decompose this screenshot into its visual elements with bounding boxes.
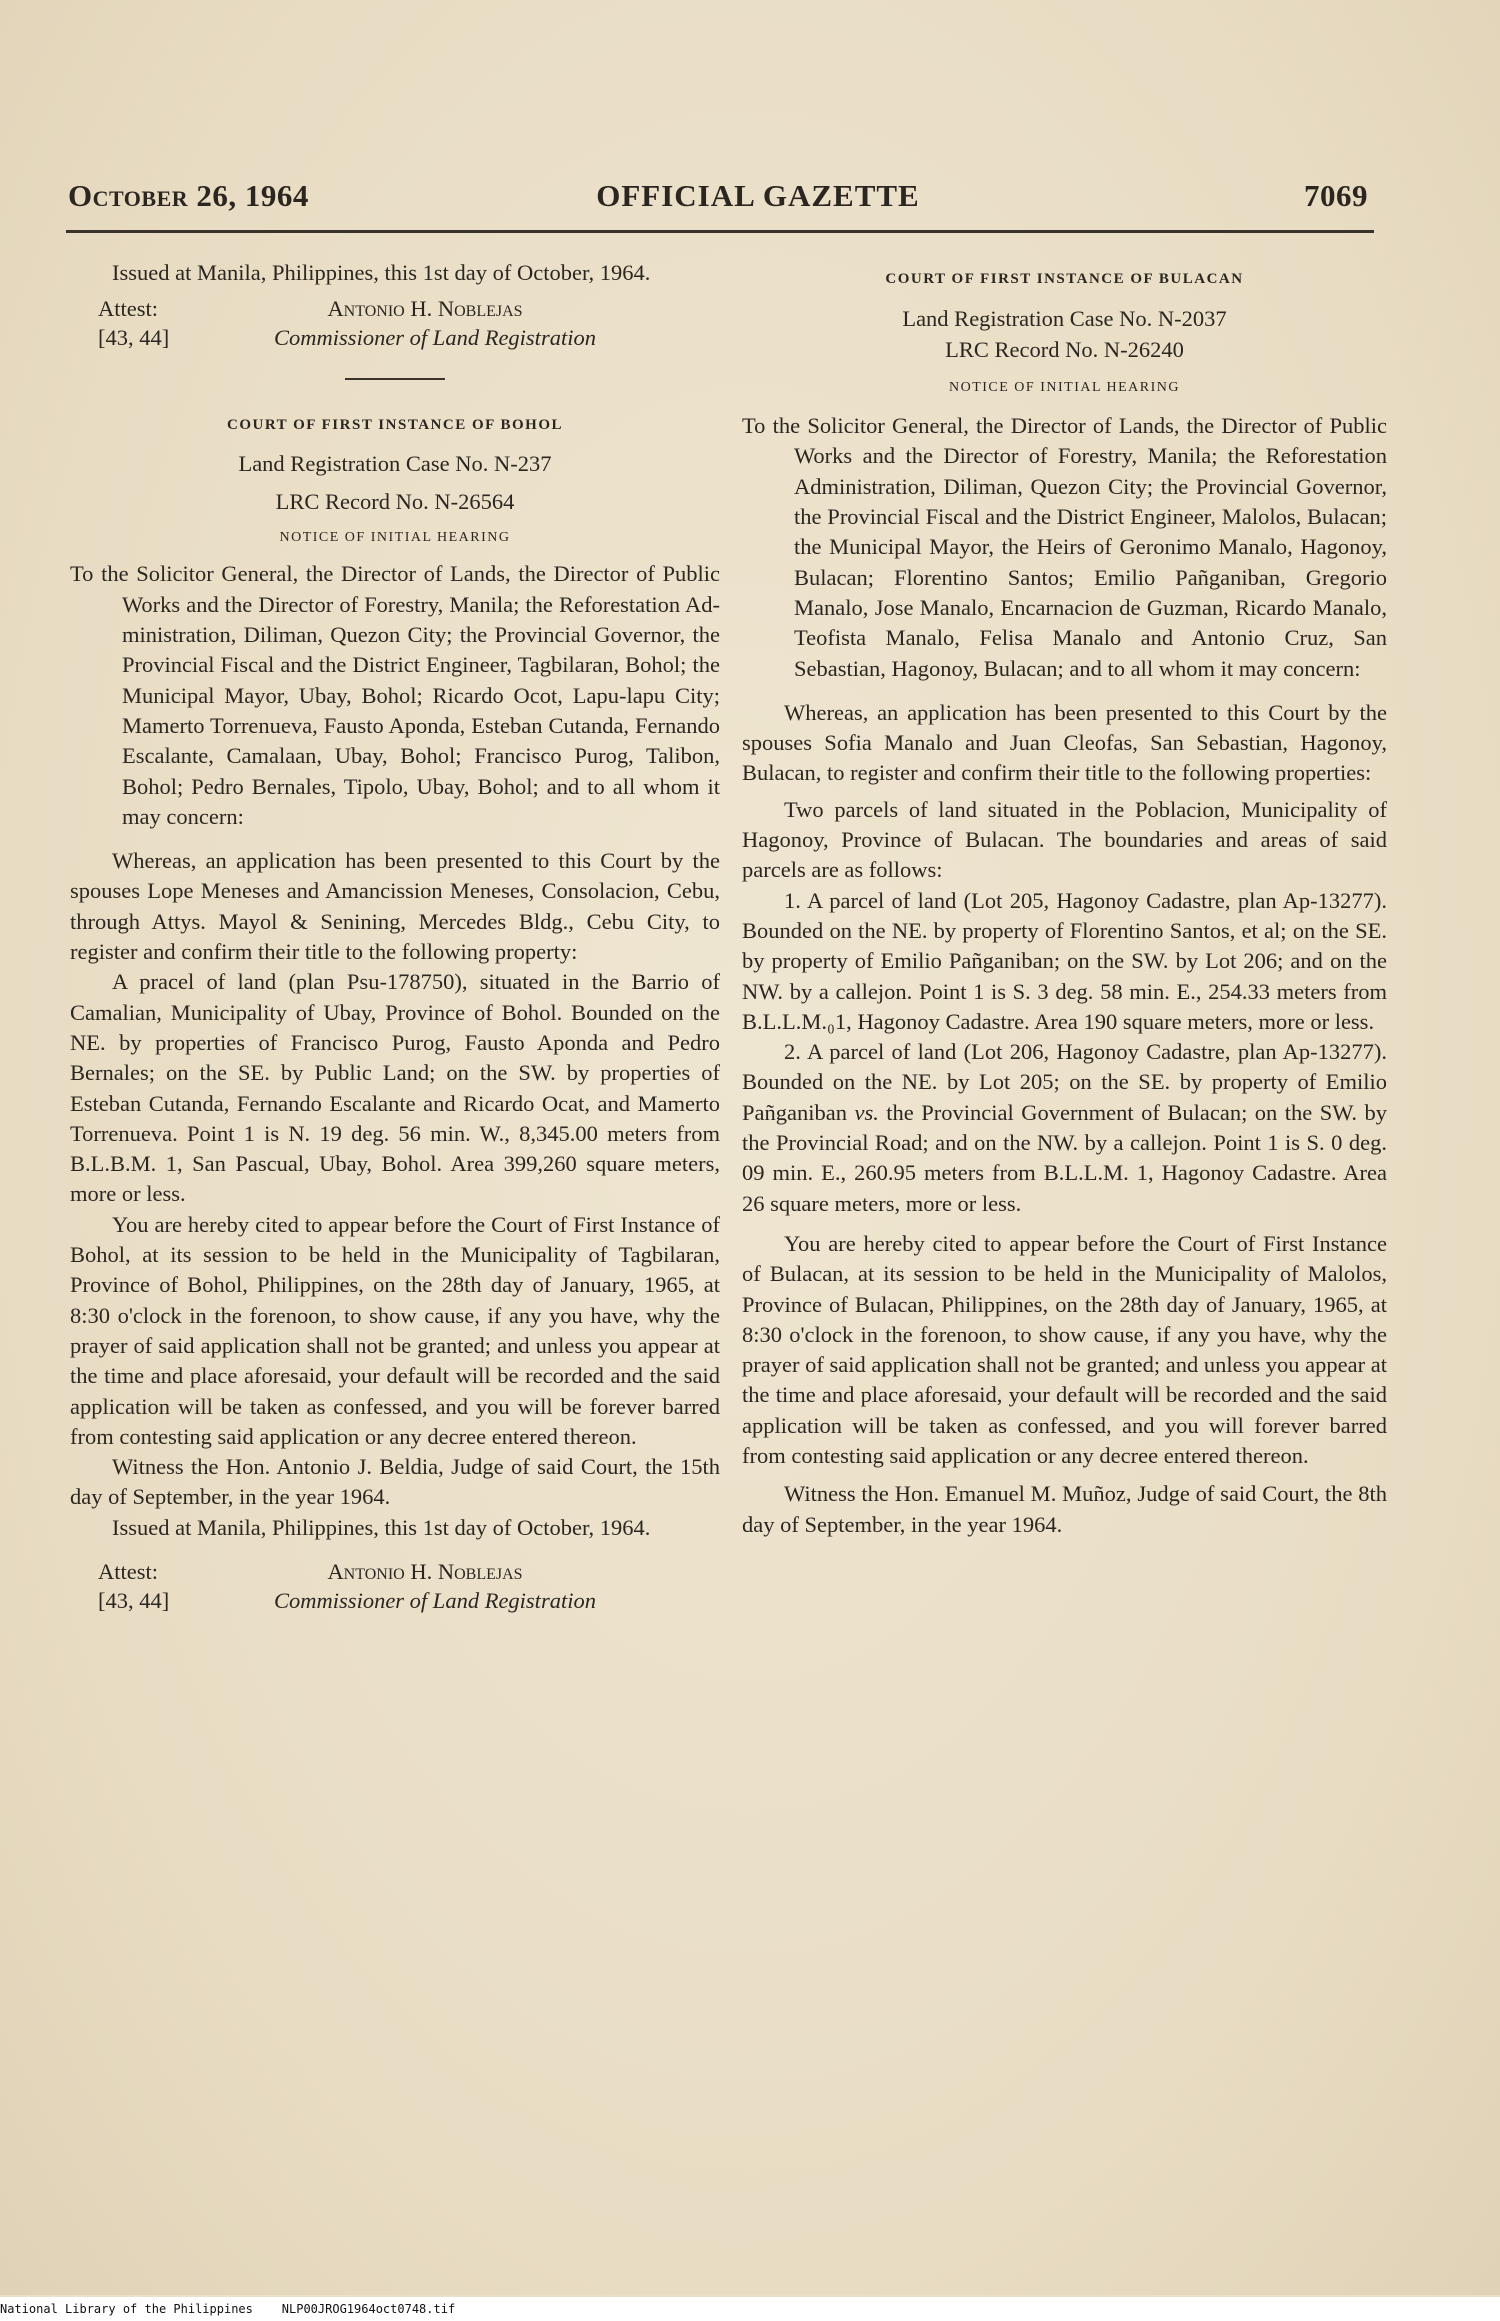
commissioner-title: Commissioner of Land Registration: [274, 325, 596, 351]
parcel-1-description: 1. A parcel of land (Lot 205, Hagonoy Cadastre, plan Ap-13277). Bounded on the NE. by property of Florentino Santos, et al; on the SE. by property of Emilio Pañganiban; on the SW. by Lot 206; and on the NW. by a callejon. Point 1 is S. 3 deg. 58 min. E., 254.33 meters from B.L.L.M.₀1, Hagonoy Cadastre. Area 190 square meters, more or less.: [742, 887, 1387, 1034]
header-rule: [66, 230, 1374, 233]
parcel-2-text: 2. A parcel of land (Lot 206, Hagonoy Cadastre, plan Ap-13277). Bounded on the NE. by Lot 205; on the SE. by property of Emilio Pañganiban: [742, 1039, 1387, 1125]
issue-date: October 26, 1964: [68, 178, 309, 213]
versus-term: vs.: [854, 1099, 879, 1125]
case-number: Land Registration Case No. N-2037: [902, 306, 1227, 332]
section-divider: [345, 378, 445, 380]
commissioner-title: Commissioner of Land Registration: [274, 1587, 596, 1613]
publication-title: OFFICIAL GAZETTE: [596, 178, 920, 213]
attestation-block: [70, 294, 720, 354]
whereas-paragraph: Whereas, an application has been presented to this Court by the spouses Lope Meneses and Amancission Meneses, Consolacion, Cebu, through Attys. Mayol & Senining, Mercedes Bldg., Cebu City, to register and confirm their title to the following property:: [70, 848, 720, 965]
whereas-paragraph: Whereas, an application has been presented to this Court by the spouses Sofia Manalo and Juan Cleofas, San Sebastian, Hagonoy, Bulacan, to register and confirm their title to the following properties:: [742, 699, 1387, 786]
commissioner-name: Antonio H. Noblejas: [327, 1558, 523, 1584]
addressee-paragraph: To the Solicitor General, the Director of Lands, the Director of Public Works and the Director of Forestry, Manila; the Reforestation Administration, Diliman, Quezon City; the Provincial Governor, the Provincial Fiscal and the District Engineer, Malolos, Bulacan; the Municipal Mayor, the Heirs of Geronimo Manalo, Hagonoy, Bulacan; Florentino Santos; Emilio Pañganiban, Gregorio Manalo, Jose Manalo, Encarnacion de Guzman, Ricardo Manalo, Teofista Manalo, Felisa Manalo and Antonio Cruz, San Sebastian, Hagonoy, Bulacan; and to all whom it may concern:: [742, 413, 1387, 681]
issued-statement: Issued at Manila, Philippines, this 1st day of October, 1964.: [112, 1514, 651, 1540]
notice-heading: NOTICE OF INITIAL HEARING: [948, 379, 1180, 395]
citation-paragraph: You are hereby cited to appear before the Court of First Instance of Bulacan, at its session to be held in the Municipality of Malolos, Province of Bulacan, Philippines, on the 28th day of January, 1965, at 8:30 o'clock in the forenoon, to show cause, if any you have, why the prayer of said application shall not be granted; and unless you appear at the time and place aforesaid, your default will be recorded and the said application will be taken as confessed, and you will forever barred from contesting said application or any decree entered thereon.: [742, 1230, 1387, 1468]
witness-paragraph: Witness the Hon. Emanuel M. Muñoz, Judge of said Court, the 8th day of September, in the year 1964.: [742, 1481, 1387, 1537]
citation-paragraph: You are hereby cited to appear before the Court of First Instance of Bohol, at its session to be held in the Municipality of Tagbilaran, Province of Bohol, Philippines, on the 28th day of January, 1965, at 8:30 o'clock in the forenoon, to show cause, if any you have, why the prayer of said application shall not be granted; and unless you appear at the time and place aforesaid, your default will be recorded and the said application will be taken as confessed, and you will be forever barred from contesting said application or any decree entered thereon.: [70, 1211, 720, 1449]
scan-footer: [0, 2297, 1500, 2321]
scan-filename: NLP00JROG1964oct0748.tif: [281, 2302, 456, 2316]
issued-statement: Issued at Manila, Philippines, this 1st day of October, 1964.: [112, 260, 651, 285]
court-heading: COURT OF FIRST INSTANCE OF BOHOL: [227, 417, 563, 434]
parcel-description: A pracel of land (plan Psu-178750), situated in the Barrio of Camalian, Municipality of Ubay, Province of Bohol. Bounded on the NE. by properties of Francisco Purog, Fausto Aponda and Pedro Bernales; on the SE. by Public Land; on the SW. by properties of Esteban Cutanda, Fernando Escalante and Ricardo Ocat, and Mamerto Torrenueva. Point 1 is N. 19 deg. 56 min. W., 8,345.00 meters from B.L.B.M. 1, San Pascual, Ubay, Bohol. Area 399,260 square meters, more or less.: [70, 969, 720, 1207]
record-number: LRC Record No. N-26564: [275, 488, 515, 514]
case-number: Land Registration Case No. N-237: [238, 450, 552, 476]
commissioner-name: Antonio H. Noblejas: [327, 296, 523, 322]
addressee-paragraph: To the Solicitor General, the Director of Lands, the Director of Public Works and the Director of Forestry, Manila; the Reforestation Administration, Diliman, Quezon City; the Provincial Governor, the Provincial Fiscal and the District Engineer, Tagbilaran, Bohol; the Municipal Mayor, Ubay, Bohol; Ricardo Ocot, Lapu-lapu City; Mamerto Torrenueva, Fausto Aponda, Esteban Cutanda, Fernando Escalante, Camalaan, Ubay, Bohol; Francisco Purog, Talibon, Bohol; Pedro Bernales, Tipolo, Ubay, Bohol; and to all whom it may concern:: [70, 561, 720, 829]
court-heading: COURT OF FIRST INSTANCE OF BULACAN: [885, 271, 1244, 287]
witness-paragraph: Witness the Hon. Antonio J. Beldia, Judge of said Court, the 15th day of September, in the year 1964.: [70, 1454, 720, 1510]
parcel-2-text: the Provincial Government of Bulacan; on the SW. by the Provincial Road; and on the NW. by a callejon. Point 1 is S. 0 deg. 09 min. E., 260.95 meters from B.L.L.M. 1, Hagonoy Cadastre. Area 26 square meters, more or less.: [742, 1099, 1387, 1216]
record-number: LRC Record No. N-26240: [945, 336, 1184, 362]
notice-heading: NOTICE OF INITIAL HEARING: [279, 530, 511, 546]
parcel-2-description: [742, 1037, 1387, 1219]
left-column: [70, 258, 720, 1617]
attest-label: Attest:: [98, 1558, 158, 1584]
parcels-intro: Two parcels of land situated in the Poblacion, Municipality of Hagonoy, Province of Bulacan. The boundaries and areas of said parcels are as follows:: [742, 796, 1387, 883]
attestation-block: [70, 1557, 720, 1617]
page-number: 7069: [1304, 178, 1368, 213]
page-header: [68, 178, 1368, 218]
attest-label: Attest:: [98, 296, 158, 322]
library-credit: National Library of the Philippines: [0, 2302, 253, 2316]
reference-number: [43, 44]: [98, 1587, 170, 1613]
reference-number: [43, 44]: [98, 325, 170, 351]
right-column: [742, 258, 1387, 1540]
